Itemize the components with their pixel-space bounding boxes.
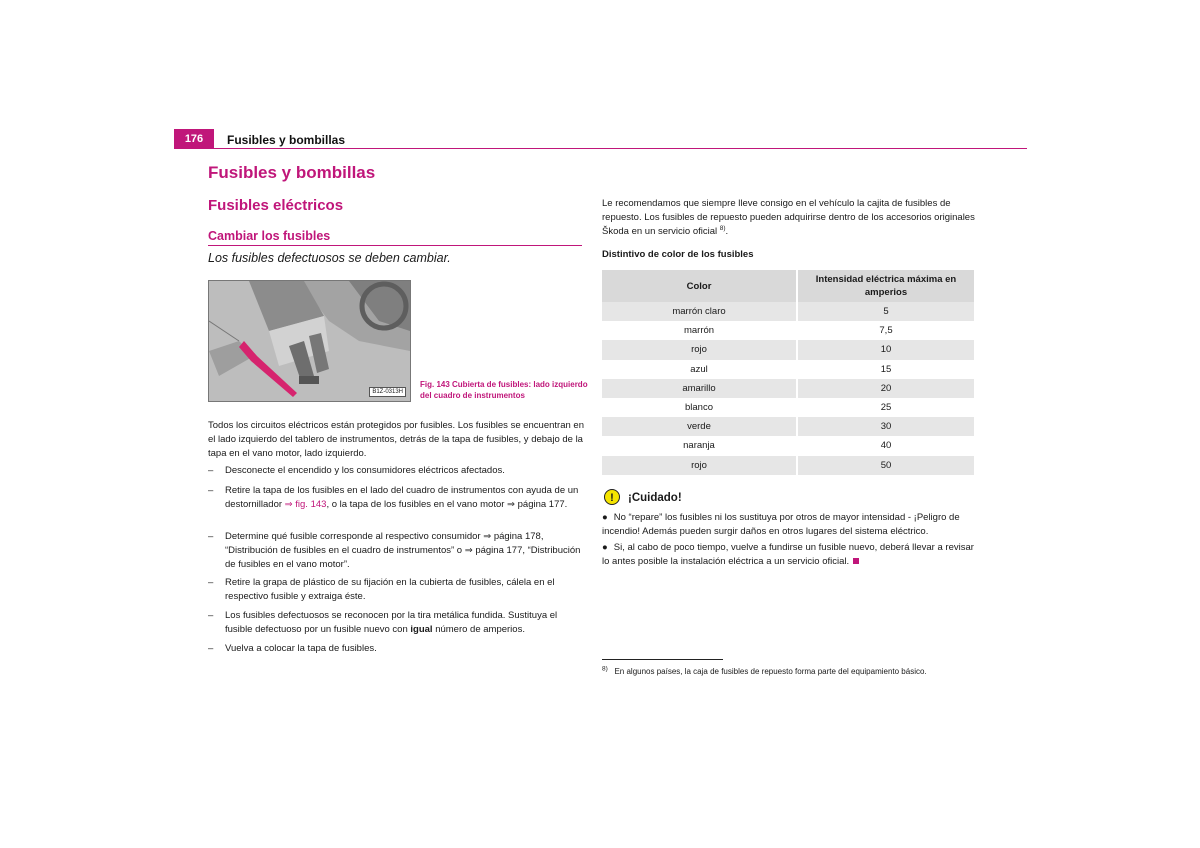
- cell-color: rojo: [602, 340, 797, 359]
- cell-amperage: 15: [797, 360, 975, 379]
- step-dash: –: [208, 485, 214, 496]
- table-row: [602, 417, 975, 436]
- step-dash: –: [208, 531, 214, 542]
- cell-color: blanco: [602, 398, 797, 417]
- running-title: Fusibles y bombillas: [227, 133, 346, 147]
- step-text: Desconecte el encendido y los consumidores eléctricos afectados.: [225, 465, 505, 476]
- cell-amperage: 50: [797, 456, 975, 475]
- cell-amperage: 5: [797, 302, 975, 321]
- cell-amperage: 10: [797, 340, 975, 359]
- column-header-color: Color: [602, 270, 797, 302]
- column-header-amperage: Intensidad eléctrica máxima en amperios: [797, 270, 975, 302]
- figure-caption: Fig. 143 Cubierta de fusibles: lado izquierdo del cuadro de instrumentos: [420, 380, 588, 400]
- step-dash: –: [208, 465, 214, 476]
- table-row: [602, 340, 975, 359]
- step-text: Determine qué fusible corresponde al respectivo consumidor ⇒ página 178, “Distribución de fusibles en el cuadro de instrumentos” o ⇒ página 177, “Distribución de fusibles en el vano motor”.: [225, 531, 581, 570]
- cell-color: rojo: [602, 456, 797, 475]
- cell-amperage: 40: [797, 436, 975, 455]
- subsection-title: Fusibles eléctricos: [208, 197, 344, 214]
- footnote: [602, 667, 982, 676]
- table-row: [602, 321, 975, 340]
- cell-color: marrón claro: [602, 302, 797, 321]
- step-text: Vuelva a colocar la tapa de fusibles.: [225, 643, 377, 654]
- step-text: Retire la grapa de plástico de su fijación en la cubierta de fusibles, cálela en el respectivo fusible y extraiga éste.: [225, 577, 555, 602]
- fuse-color-table: [602, 270, 976, 475]
- step-dash: –: [208, 610, 214, 621]
- cell-color: amarillo: [602, 379, 797, 398]
- table-row: [602, 379, 975, 398]
- caution-icon: !: [604, 489, 620, 505]
- end-mark: [853, 558, 859, 564]
- table-row: [602, 360, 975, 379]
- step-text: Retire la tapa de los fusibles en el lado del cuadro de instrumentos con ayuda de un destornillador ⇒ fig. 143, o la tapa de los fusibles en el vano motor ⇒ página 177.: [225, 485, 579, 510]
- topic-title: Cambiar los fusibles: [208, 229, 331, 243]
- step-text: Los fusibles defectuosos se reconocen por la tira metálica fundida. Sustituya el fusible defectuoso por un fusible nuevo con igual número de amperios.: [225, 610, 558, 635]
- caution-item: ● Si, al cabo de poco tiempo, vuelve a fundirse un fusible nuevo, deberá llevar a revisar lo antes posible la instalación eléctrica a un servicio oficial.: [602, 542, 974, 567]
- cell-amperage: 20: [797, 379, 975, 398]
- step-dash: –: [208, 643, 214, 654]
- section-title: Fusibles y bombillas: [208, 163, 376, 182]
- intro-paragraph: Todos los circuitos eléctricos están protegidos por fusibles. Los fusibles se encuentran en el lado izquierdo del tablero de instrumentos, detrás de la tapa de fusibles, y debajo de la tapa en el vano motor, lado izquierdo.: [208, 420, 584, 459]
- caution-item: ● No “repare” los fusibles ni los sustituya por otros de mayor intensidad - ¡Peligro de incendio! Además pueden surgir daños en otros lugares del sistema eléctrico.: [602, 512, 960, 537]
- footnote-ref: 8): [719, 224, 726, 232]
- table-row: [602, 398, 975, 417]
- cell-color: marrón: [602, 321, 797, 340]
- table-row: [602, 456, 975, 475]
- table-header-row: [602, 270, 975, 302]
- cell-amperage: 25: [797, 398, 975, 417]
- figure-code: B1Z-0313H: [369, 387, 406, 397]
- footnote-mark: 8): [602, 665, 608, 673]
- cell-color: azul: [602, 360, 797, 379]
- cell-amperage: 30: [797, 417, 975, 436]
- footnote-text: En algunos países, la caja de fusibles de repuesto forma parte del equipamiento básico.: [614, 667, 927, 676]
- fuse-cover-figure: [208, 280, 411, 402]
- step-dash: –: [208, 577, 214, 588]
- caution-title: ¡Cuidado!: [628, 492, 682, 504]
- dashboard-illustration: [209, 281, 410, 401]
- intro-text: Los fusibles defectuosos se deben cambiar.: [208, 251, 451, 265]
- table-row: [602, 436, 975, 455]
- header-rule: [174, 148, 1027, 149]
- topic-rule: [208, 245, 582, 246]
- right-paragraph: Le recomendamos que siempre lleve consigo en el vehículo la cajita de fusibles de repuesto. Los fusibles de repuesto pueden adquirirse dentro de los accesorios originales Škoda en un servicio oficial $^{8)}$.: [602, 198, 975, 237]
- table-row: [602, 302, 975, 321]
- figure-link[interactable]: ⇒ fig. 143: [284, 499, 327, 510]
- cell-color: naranja: [602, 436, 797, 455]
- cell-color: verde: [602, 417, 797, 436]
- footnote-rule: [602, 659, 723, 660]
- page-number: 176: [174, 129, 214, 149]
- cell-amperage: 7,5: [797, 321, 975, 340]
- table-title: Distintivo de color de los fusibles: [602, 249, 754, 260]
